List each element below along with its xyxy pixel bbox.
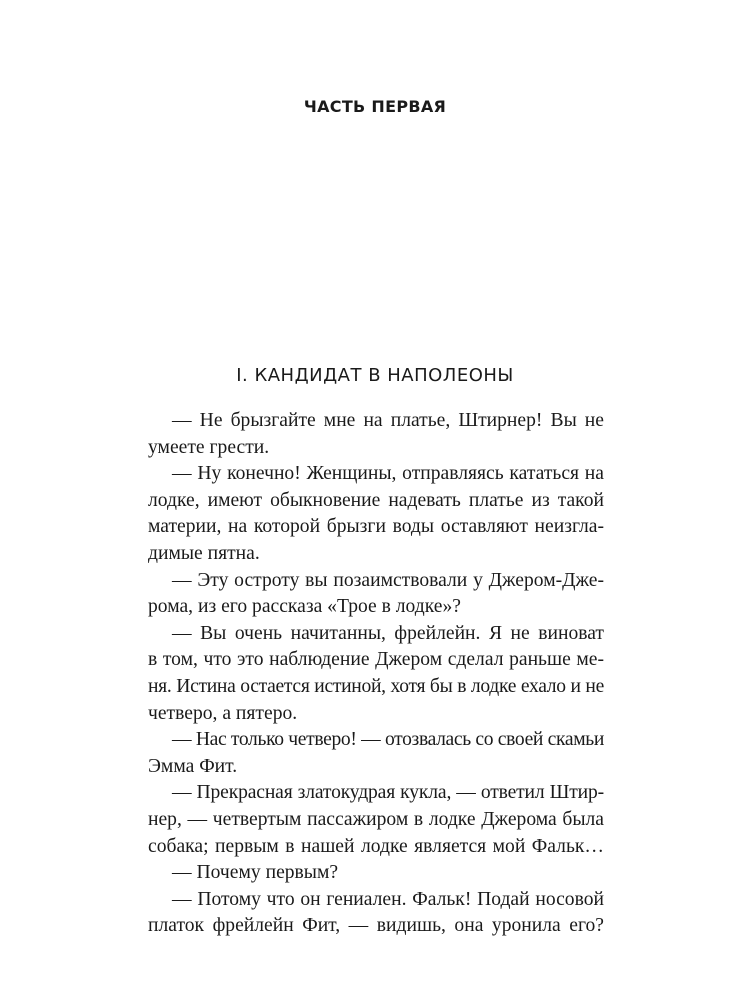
text-line: рома, из его рассказа «Трое в лодке»? — [148, 596, 461, 618]
text-line: — Ну конечно! Женщины, отправляясь кататься на — [172, 463, 604, 485]
text-line: Эмма Фит. — [148, 755, 238, 777]
text-line: — Не брызгайте мне на платье, Штирнер! Вы не — [172, 410, 604, 431]
text-line: собака; первым в нашей лодке является мой Фальк… — [148, 835, 604, 857]
text-line: димые пятна. — [148, 542, 260, 564]
text-line: нер, — четвертым пассажиром в лодке Джерома была — [148, 808, 604, 830]
text-line: — Почему первым? — [172, 862, 339, 884]
text-line: — Вы очень начитанны, фрейлейн. Я не виноват — [172, 622, 604, 644]
text-line: — Потому что он гениален. Фальк! Подай носовой — [172, 888, 604, 910]
part-title: ЧАСТЬ ПЕРВАЯ — [303, 97, 447, 116]
text-line: четверо, а пятеро. — [148, 702, 298, 724]
text-line: платок фрейлейн Фит, — видишь, она уронила его? — [148, 915, 604, 937]
chapter-text — [148, 408, 604, 940]
text-line: — Прекрасная златокудрая кукла, — ответил Штир- — [172, 782, 604, 804]
text-line: ня. Истина остается истиной, хотя бы в лодке ехало и не — [148, 675, 604, 697]
text-line: — Эту остроту вы позаимствовали у Джером-Дже- — [172, 569, 604, 591]
text-line: материи, на которой брызги воды оставляют неизгла- — [148, 516, 604, 538]
chapter-title: I. КАНДИДАТ В НАПОЛЕОНЫ — [236, 365, 514, 386]
text-line: лодке, имеют обыкновение надевать платье из такой — [148, 489, 604, 511]
text-line: в том, что это наблюдение Джером сделал раньше ме- — [148, 649, 604, 671]
text-line: умеете грести. — [148, 436, 270, 458]
text-line: — Нас только четверо! — отозвалась со своей скамьи — [172, 729, 604, 751]
